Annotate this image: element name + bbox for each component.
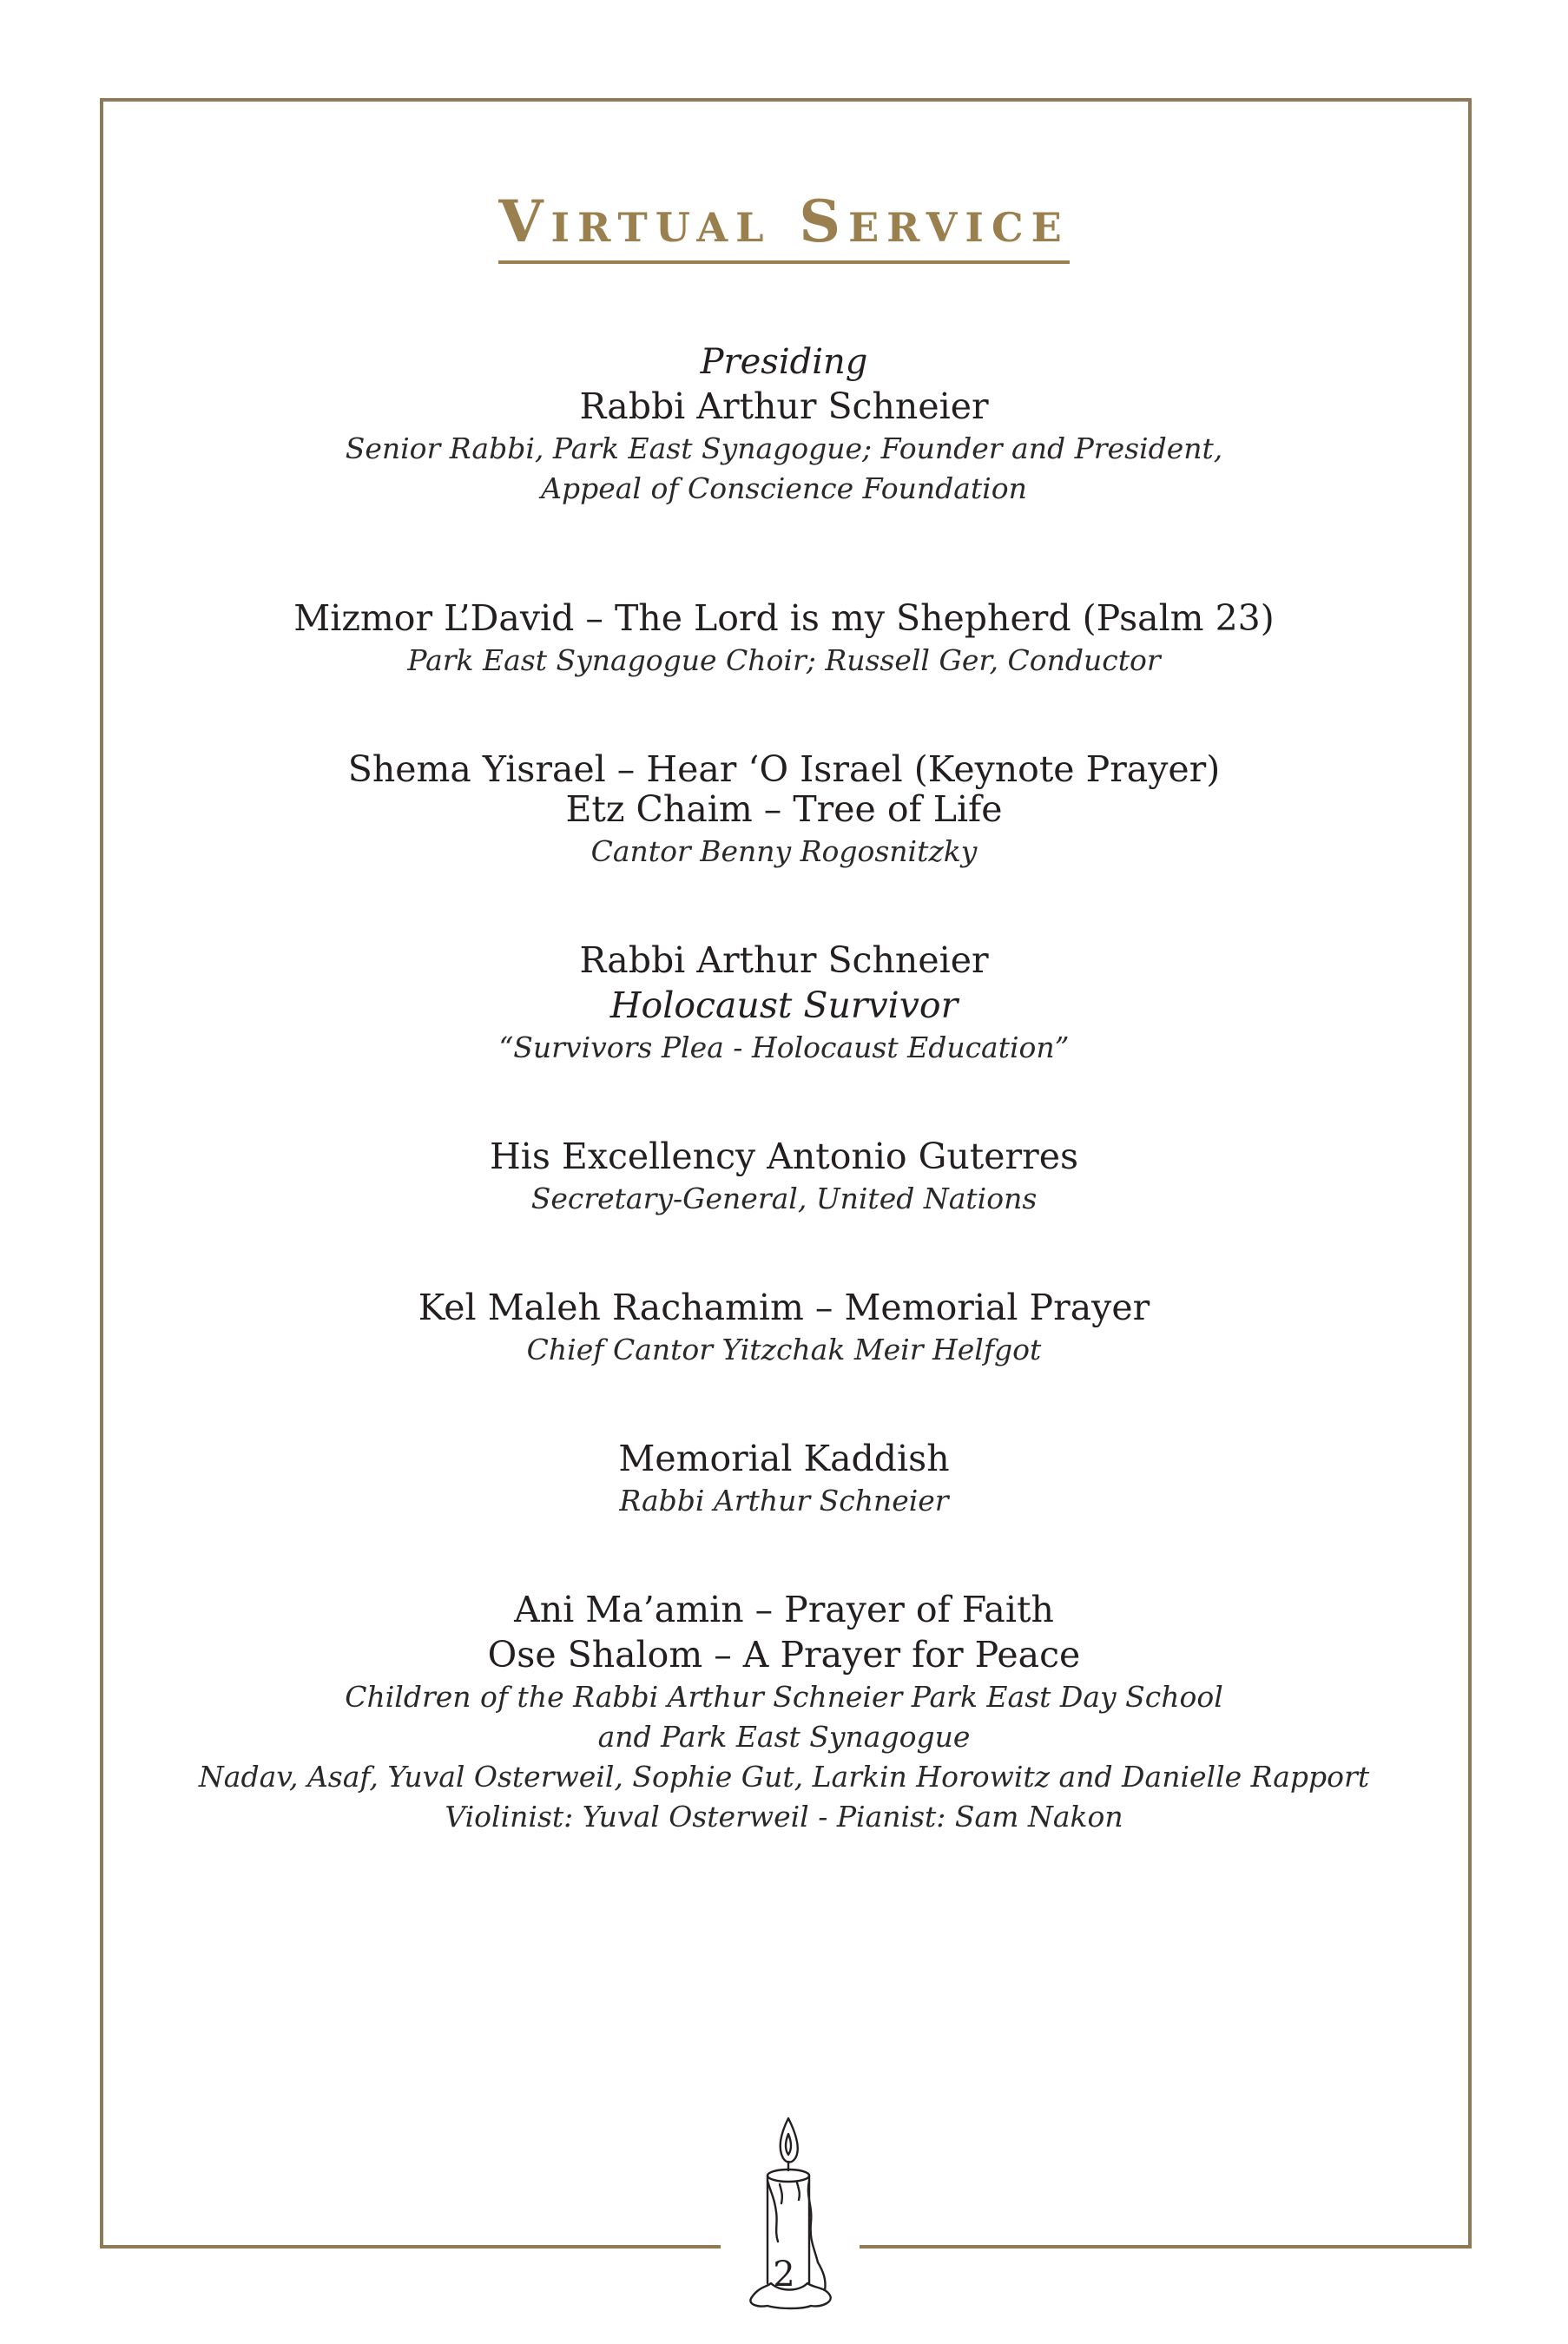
item-subtitle: Nadav, Asaf, Yuval Osterweil, Sophie Gut, Larkin Horowitz and Danielle Rapport <box>198 1760 1370 1794</box>
program-item-shema <box>139 747 1429 872</box>
item-heading: Etz Chaim – Tree of Life <box>565 788 1003 830</box>
memorial-candle-icon <box>728 2101 849 2335</box>
item-heading: Mizmor L’David – The Lord is my Shepherd (Psalm 23) <box>293 597 1275 639</box>
item-subtitle: Chief Cantor Yitzchak Meir Helfgot <box>526 1333 1042 1366</box>
item-heading: Ani Ma’amin – Prayer of Faith <box>514 1589 1054 1630</box>
item-heading: Kel Maleh Rachamim – Memorial Prayer <box>418 1287 1150 1328</box>
item-italic-heading: Holocaust Survivor <box>609 984 959 1026</box>
item-subtitle: Cantor Benny Rogosnitzky <box>590 834 978 868</box>
item-subtitle: Park East Synagogue Choir; Russell Ger, Conductor <box>407 643 1161 677</box>
item-subtitle: “Survivors Plea - Holocaust Education” <box>498 1030 1070 1064</box>
item-subtitle: Appeal of Conscience Foundation <box>541 471 1027 505</box>
item-heading: Ose Shalom – A Prayer for Peace <box>487 1634 1081 1676</box>
program-item-memorial-prayer <box>139 1285 1429 1370</box>
item-heading: Shema Yisrael – Hear ‘O Israel (Keynote Prayer) <box>347 748 1221 790</box>
title-container <box>0 188 1568 264</box>
item-subtitle: Children of the Rabbi Arthur Schneier Park East Day School <box>345 1680 1223 1714</box>
program-item-ani-maamin <box>139 1587 1429 1837</box>
program-item-survivor <box>139 938 1429 1068</box>
item-subtitle: Rabbi Arthur Schneier <box>619 1484 949 1518</box>
item-heading: His Excellency Antonio Guterres <box>489 1136 1079 1177</box>
page-number: 2 <box>773 2255 795 2295</box>
item-subtitle: Violinist: Yuval Osterweil - Pianist: Sam Nakon <box>445 1800 1123 1834</box>
program-item-guterres <box>139 1134 1429 1219</box>
item-heading: Memorial Kaddish <box>618 1438 950 1479</box>
program-item-presiding <box>139 340 1429 509</box>
program-list <box>139 340 1429 1837</box>
item-subtitle: Secretary-General, United Nations <box>530 1182 1038 1215</box>
item-subtitle: and Park East Synagogue <box>597 1720 971 1754</box>
program-item-kaddish <box>139 1436 1429 1521</box>
page-title: Virtual Service <box>498 193 1069 264</box>
presiding-label: Presiding <box>700 342 868 382</box>
item-heading: Rabbi Arthur Schneier <box>579 385 989 427</box>
item-subtitle: Senior Rabbi, Park East Synagogue; Founder and President, <box>345 431 1223 465</box>
item-heading: Rabbi Arthur Schneier <box>579 939 989 981</box>
program-item-psalm <box>139 596 1429 681</box>
